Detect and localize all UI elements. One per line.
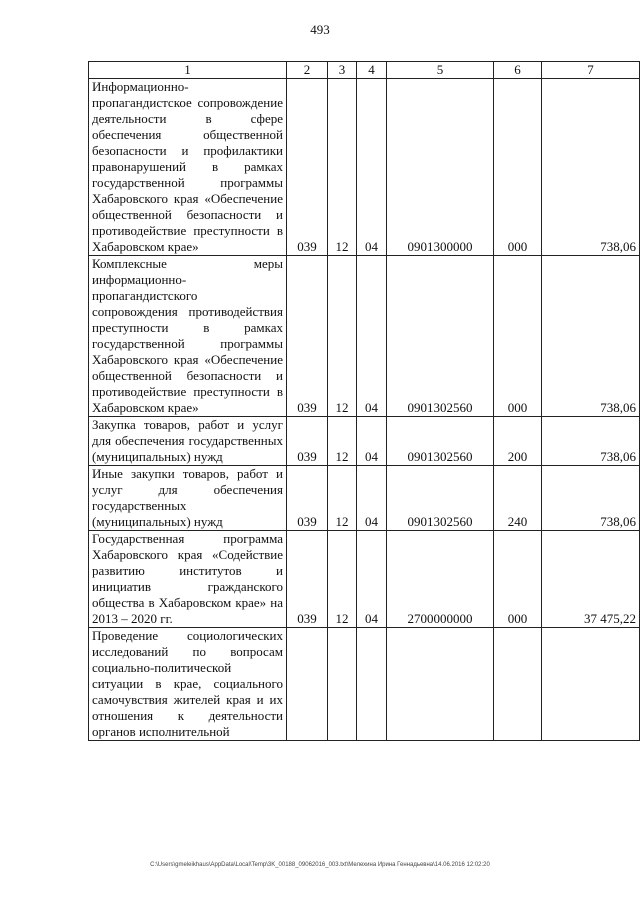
- subsection-code: 04: [357, 79, 387, 256]
- ministry-code: 039: [287, 256, 328, 417]
- ministry-code: [287, 628, 328, 741]
- budget-table: [88, 61, 640, 741]
- amount: 738,06: [542, 466, 640, 531]
- column-header-3: 3: [328, 62, 357, 79]
- subsection-code: 04: [357, 466, 387, 531]
- row-description: Проведение социологических исследований по вопросам социально-политической ситуации в крае, социального самочувствия жителей края и их отношения к деятельности органов исполнительной: [89, 628, 287, 741]
- table-row: [89, 79, 640, 256]
- row-description: Государственная программа Хабаровского края «Содействие развитию институтов и инициатив гражданского общества в Хабаровском крае» на 2013 – 2020 гг.: [89, 531, 287, 628]
- target-article-code: 0901302560: [387, 417, 494, 466]
- section-code: 12: [328, 466, 357, 531]
- column-header-4: 4: [357, 62, 387, 79]
- target-article-code: 0901302560: [387, 256, 494, 417]
- table-row: [89, 256, 640, 417]
- amount: 37 475,22: [542, 531, 640, 628]
- section-code: 12: [328, 79, 357, 256]
- row-description: Закупка товаров, работ и услуг для обеспечения государственных (муниципальных) нужд: [89, 417, 287, 466]
- amount: 738,06: [542, 79, 640, 256]
- row-description: Информационно-пропагандистское сопровождение деятельности в сфере обеспечения общественной безопасности и профилактики правонарушений в рамках государственной программы Хабаровского края «Обеспечение общественной безопасности и противодействие преступности в Хабаровском крае»: [89, 79, 287, 256]
- subsection-code: 04: [357, 256, 387, 417]
- amount: [542, 628, 640, 741]
- target-article-code: 0901302560: [387, 466, 494, 531]
- page-number: 493: [310, 22, 330, 37]
- column-header-6: 6: [494, 62, 542, 79]
- ministry-code: 039: [287, 466, 328, 531]
- header-row: [89, 62, 640, 79]
- table-row: [89, 531, 640, 628]
- expense-type-code: 200: [494, 417, 542, 466]
- expense-type-code: 000: [494, 256, 542, 417]
- ministry-code: 039: [287, 417, 328, 466]
- expense-type-code: 240: [494, 466, 542, 531]
- file-path-footer: C:\Users\gmeleikhaus\AppData\Local\Temp\3K_00188_09062016_003.txt\Мелехина Ирина Геннадьевна\14.06.2016 12:02:20: [150, 862, 490, 868]
- ministry-code: 039: [287, 79, 328, 256]
- section-code: 12: [328, 256, 357, 417]
- column-header-7: 7: [542, 62, 640, 79]
- column-header-2: 2: [287, 62, 328, 79]
- expense-type-code: 000: [494, 531, 542, 628]
- row-description: Иные закупки товаров, работ и услуг для обеспечения государственных (муниципальных) нужд: [89, 466, 287, 531]
- subsection-code: 04: [357, 417, 387, 466]
- table-row: [89, 417, 640, 466]
- section-code: [328, 628, 357, 741]
- expense-type-code: [494, 628, 542, 741]
- target-article-code: 2700000000: [387, 531, 494, 628]
- target-article-code: 0901300000: [387, 79, 494, 256]
- table-row: [89, 466, 640, 531]
- expense-type-code: 000: [494, 79, 542, 256]
- target-article-code: [387, 628, 494, 741]
- section-code: 12: [328, 531, 357, 628]
- column-header-1: 1: [89, 62, 287, 79]
- ministry-code: 039: [287, 531, 328, 628]
- subsection-code: 04: [357, 531, 387, 628]
- table-row: [89, 628, 640, 741]
- row-description: Комплексные меры информационно-пропагандистского сопровождения противодействия преступности в рамках государственной программы Хабаровского края «Обеспечение общественной безопасности и противодействие преступности в Хабаровском крае»: [89, 256, 287, 417]
- subsection-code: [357, 628, 387, 741]
- amount: 738,06: [542, 256, 640, 417]
- column-header-5: 5: [387, 62, 494, 79]
- section-code: 12: [328, 417, 357, 466]
- amount: 738,06: [542, 417, 640, 466]
